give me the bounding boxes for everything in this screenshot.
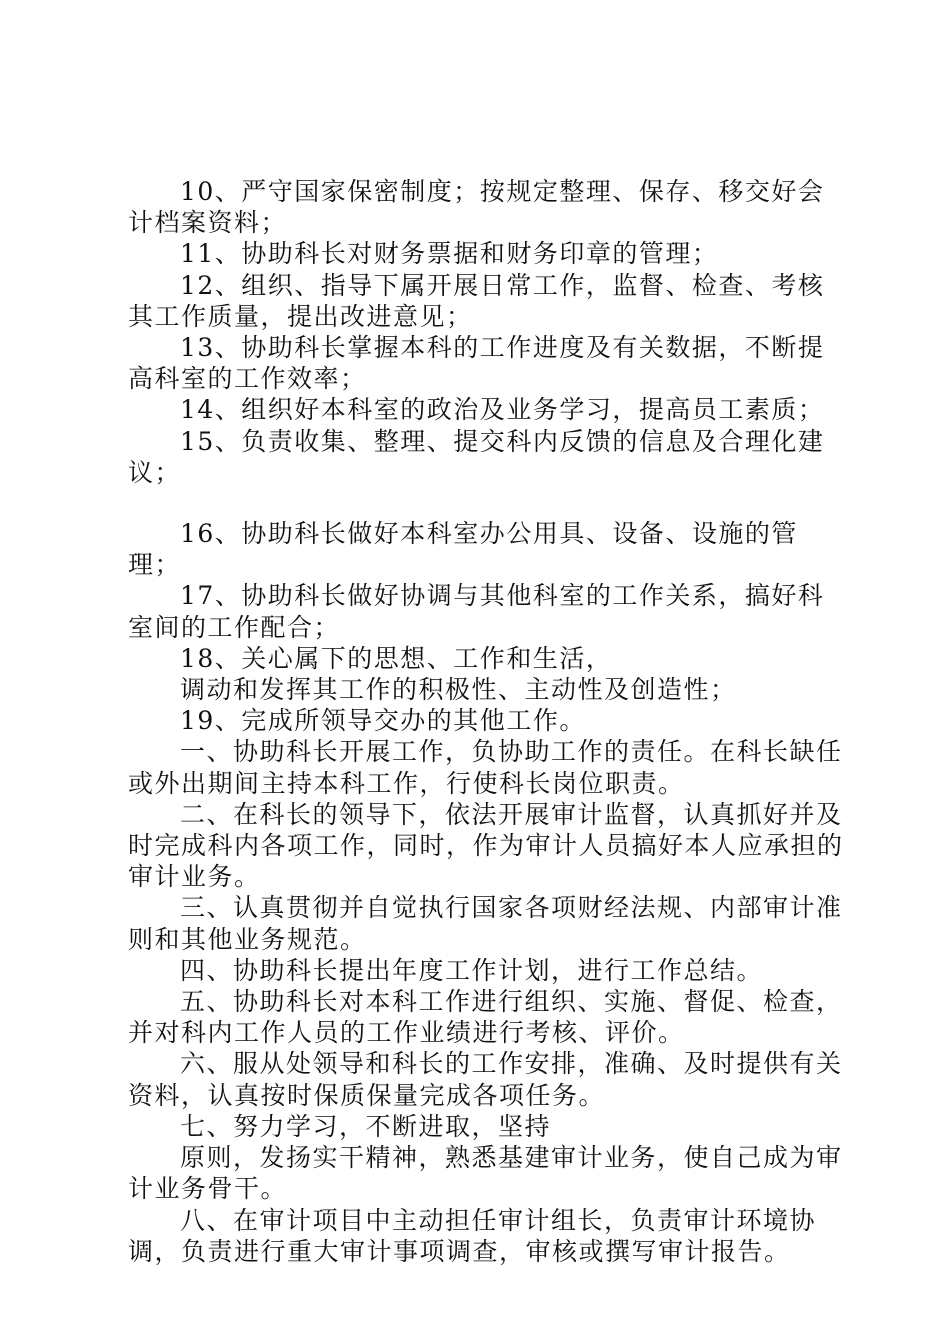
paragraph-three-regulations: 三、认真贯彻并自觉执行国家各项财经法规、内部审计准则和其他业务规范。 — [128, 893, 843, 954]
paragraph-five-organization: 五、协助科长对本科工作进行组织、实施、督促、检查，并对科内工作人员的工作业绩进行考核、评价。 — [128, 987, 843, 1048]
paragraph-four-plan: 四、协助科长提出年度工作计划，进行工作总结。 — [180, 955, 764, 985]
paragraph-seven-continued: 原则，发扬实干精神，熟悉基建审计业务，使自己成为审计业务骨干。 — [128, 1143, 843, 1204]
paragraph-18-care-staff: 18、关心属下的思想、工作和生活， — [180, 643, 613, 673]
paragraph-19-other-work: 19、完成所领导交办的其他工作。 — [180, 706, 586, 736]
paragraph-two-audit-supervision: 二、在科长的领导下，依法开展审计监督，认真抓好并及时完成科内各项工作，同时，作为审计人员搞好本人应承担的审计业务。 — [128, 799, 844, 892]
paragraph-one-assist: 一、协助科长开展工作，负协助工作的责任。在科长缺任或外出期间主持本科工作，行使科长岗位职责。 — [128, 737, 843, 798]
paragraph-11-receipts-seals: 11、协助科长对财务票据和财务印章的管理； — [180, 239, 719, 269]
paragraph-15-feedback: 15、负责收集、整理、提交科内反馈的信息及合理化建议； — [128, 426, 825, 487]
paragraph-13-work-progress: 13、协助科长掌握本科的工作进度及有关数据，不断提高科室的工作效率； — [128, 333, 825, 394]
paragraph-eight-audit-leader: 八、在审计项目中主动担任审计组长，负责审计环境协调，负责进行重大审计事项调查，审核或撰写审计报告。 — [128, 1205, 817, 1266]
paragraph-16-office-equipment: 16、协助科长做好本科室办公用具、设备、设施的管理； — [128, 519, 798, 580]
paragraph-14-study: 14、组织好本科室的政治及业务学习，提高员工素质； — [180, 395, 825, 425]
paragraph-12-organize-guide: 12、组织、指导下属开展日常工作，监督、检查、考核其工作质量，提出改进意见； — [128, 270, 825, 331]
paragraph-seven-study: 七、努力学习，不断进取，坚持 — [180, 1111, 552, 1141]
paragraph-18-continued: 调动和发挥其工作的积极性、主动性及创造性； — [180, 675, 737, 705]
paragraph-17-coordination: 17、协助科长做好协调与其他科室的工作关系，搞好科室间的工作配合； — [128, 581, 825, 642]
paragraph-six-obey: 六、服从处领导和科长的工作安排，准确、及时提供有关资料，认真按时保质保量完成各项任务。 — [128, 1049, 843, 1110]
paragraph-10-confidentiality: 10、严守国家保密制度；按规定整理、保存、移交好会计档案资料； — [128, 177, 825, 238]
document-body — [128, 176, 848, 1267]
